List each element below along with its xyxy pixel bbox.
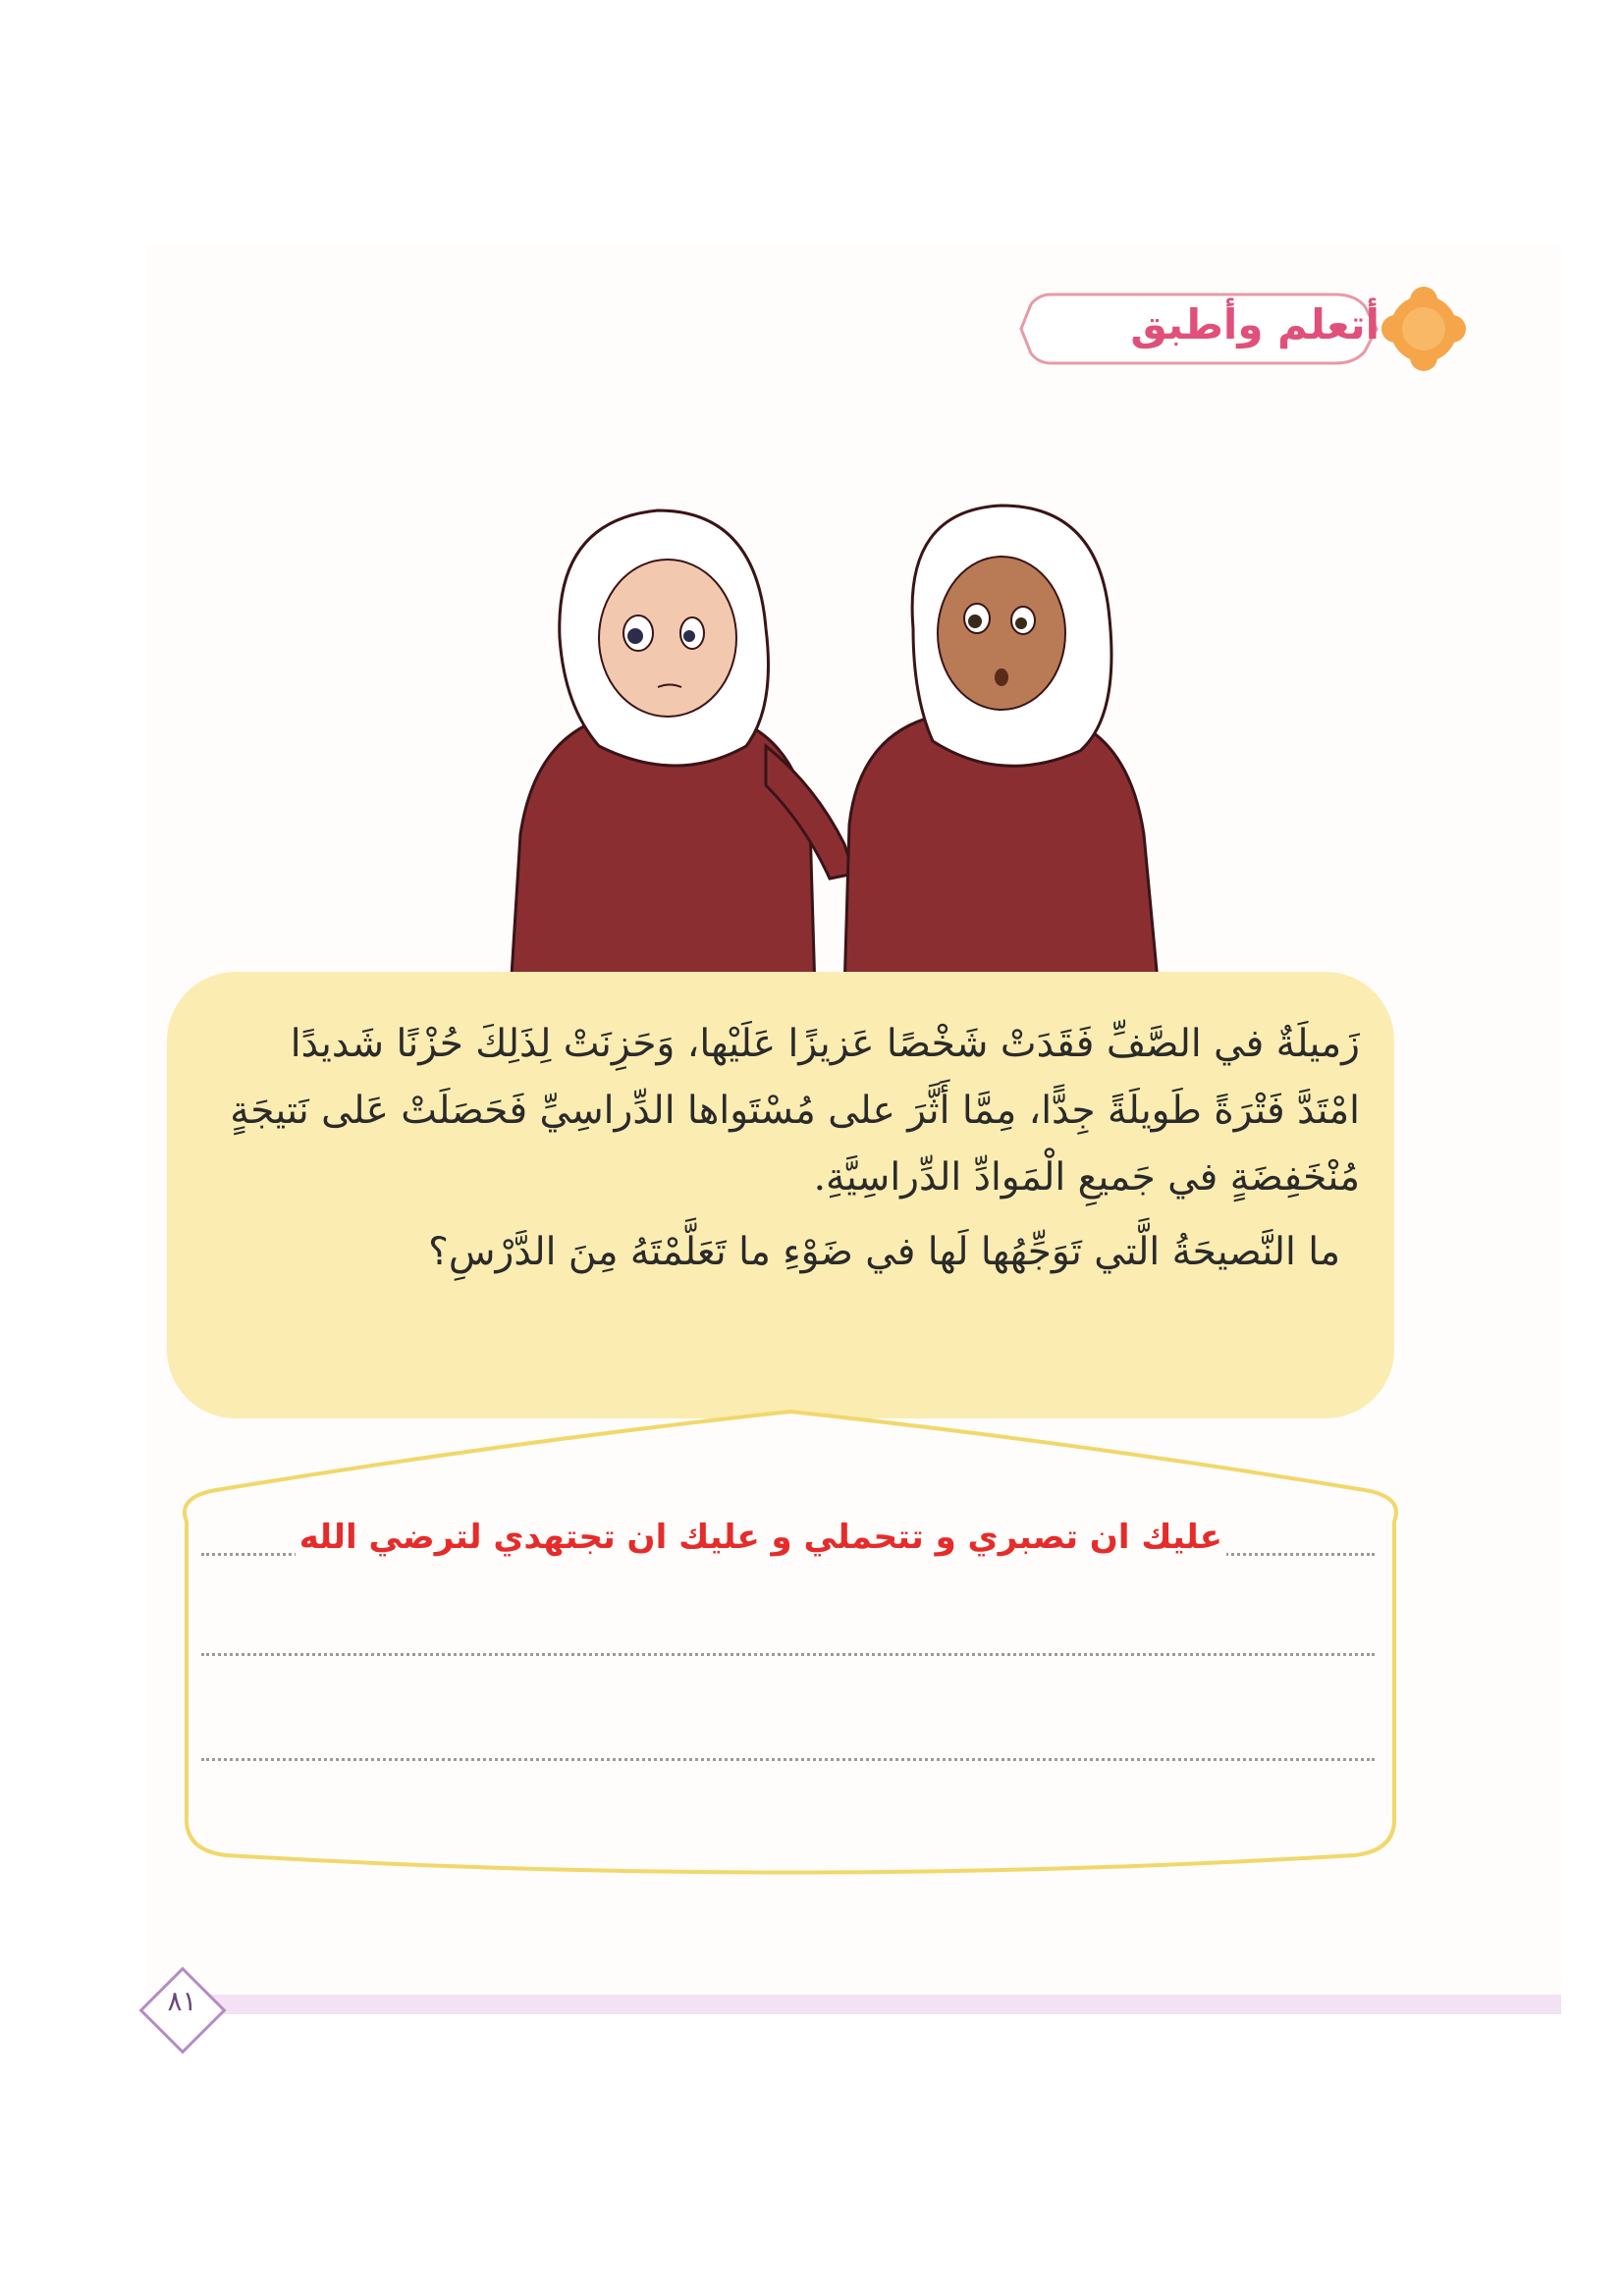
section-heading: أتعلم وأطبق [1130,300,1380,348]
orange-ornament-icon [1381,287,1466,371]
answer-frame [157,1404,1424,1875]
story-line: مُنْخَفِضَةٍ في جَميعِ الْمَوادِّ الدِّراسِيَّةِ. [813,1155,1360,1200]
answer-line [201,1754,1375,1761]
section-heading-badge [1011,265,1492,393]
two-girls-illustration [481,491,1188,991]
footer-bar [196,1995,1561,2014]
page-number: ٨١ [167,1985,197,2017]
answer-text[interactable]: عليك ان تصبري و تتحملي و عليك ان تجتهدي لترضي الله [296,1518,1226,1557]
answer-line [201,1649,1375,1656]
question-text: ما النَّصيحَةُ الَّتي تَوَجِّهُها لَها في ضَوْءِ ما تَعَلَّمْتَهُ مِنَ الدَّرْسِ؟ [428,1230,1340,1274]
story-line: امْتَدَّ فَتْرَةً طَويلَةً جِدًّا، مِمَّا أَثَّرَ على مُسْتَواها الدِّراسِيِّ فَحَصَلَتْ عَلى نَتيجَةٍ [230,1089,1360,1133]
story-line: زَميلَةٌ في الصَّفِّ فَقَدَتْ شَخْصًا عَزيزًا عَلَيْها، وَحَزِنَتْ لِذَلِكَ حُزْنًا شَديدًا [290,1022,1360,1066]
story-text [216,1011,1360,1286]
